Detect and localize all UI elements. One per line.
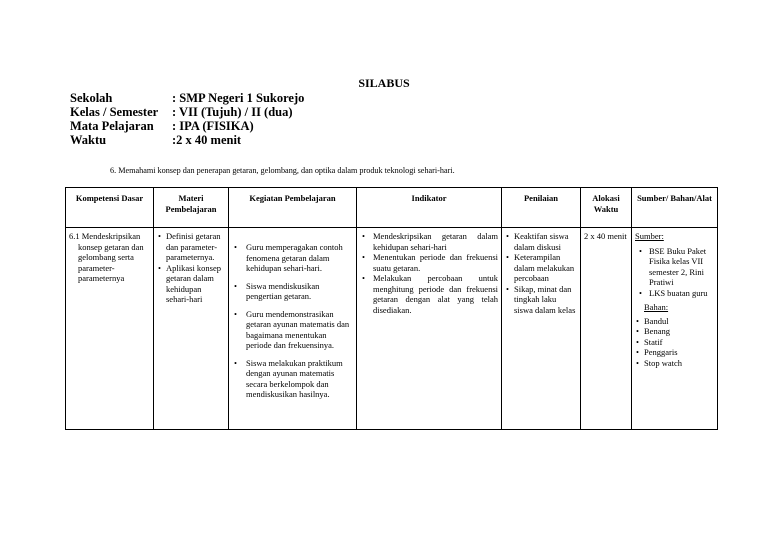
list-item: • Siswa melakukan praktikum dengan ayunan matematis secara berkelompok dan mendiskusikan hasilnya.: [232, 358, 353, 400]
list-item: • Guru mendemonstrasikan getaran ayunan matematis dan bagaimana menentukan periode dan frekuensinya.: [232, 309, 353, 351]
standar-kompetensi: 6. Memahami konsep dan penerapan getaran, gelombang, dan optika dalam produk teknologi sehari-hari.: [110, 166, 455, 175]
info-value: : VII (Tujuh) / II (dua): [172, 105, 293, 119]
cell-sumber: [632, 228, 718, 430]
cell-penilaian: [502, 228, 581, 430]
alokasi-text: 2 x 40 menit: [584, 231, 627, 241]
list-item: • Definisi getaran dan parameter-parameternya.: [157, 231, 225, 263]
list-item: • Keterampilan dalam melakukan percobaan: [505, 252, 577, 284]
kompetensi-text: 6.1 Mendeskripsikan konsep getaran dan gelombang serta parameter-parameternya: [69, 231, 144, 283]
header-penilaian: Penilaian: [502, 188, 581, 228]
list-item: • Bandul: [635, 316, 714, 327]
cell-kompetensi: [66, 228, 154, 430]
info-value: :2 x 40 menit: [172, 133, 242, 147]
penilaian-list: [505, 231, 577, 315]
info-label: Sekolah: [70, 91, 113, 105]
list-item: • Siswa mendiskusikan pengertian getaran.: [232, 281, 353, 302]
header-alokasi: Alokasi Waktu: [581, 188, 632, 228]
cell-alokasi: [581, 228, 632, 430]
cell-materi: [154, 228, 229, 430]
bahan-label: Bahan:: [644, 302, 669, 312]
list-item: • BSE Buku Paket Fisika kelas VII semester 2, Rini Pratiwi: [635, 246, 714, 288]
header-materi: Materi Pembelajaran: [154, 188, 229, 228]
kegiatan-list: [232, 242, 353, 400]
list-item: • Benang: [635, 326, 714, 337]
list-item: • Penggaris: [635, 347, 714, 358]
list-item: • Keaktifan siswa dalam diskusi: [505, 231, 577, 252]
table-row: [66, 228, 718, 430]
document-title: SILABUS: [358, 76, 410, 90]
info-label: Mata Pelajaran: [70, 119, 154, 133]
cell-indikator: [357, 228, 502, 430]
sumber-label: Sumber:: [635, 231, 664, 241]
materi-list: [157, 231, 225, 305]
syllabus-table: [65, 187, 718, 430]
sumber-list: [635, 246, 714, 299]
indikator-list: [360, 231, 498, 315]
list-item: • Stop watch: [635, 358, 714, 369]
school-info: [70, 91, 470, 147]
list-item: • Aplikasi konsep getaran dalam kehidupan sehari-hari: [157, 263, 225, 305]
info-label: Kelas / Semester: [70, 105, 159, 119]
info-row-sekolah: [70, 91, 470, 105]
header-kompetensi-dasar: Kompetensi Dasar: [66, 188, 154, 228]
list-item: • Statif: [635, 337, 714, 348]
list-item: • Mendeskripsikan getaran dalam kehidupan sehari-hari: [360, 231, 498, 252]
table-header-row: [66, 188, 718, 228]
list-item: • Menentukan periode dan frekuensi suatu getaran.: [360, 252, 498, 273]
header-sumber: Sumber/ Bahan/Alat: [632, 188, 718, 228]
list-item: • LKS buatan guru: [635, 288, 714, 299]
info-value: : SMP Negeri 1 Sukorejo: [172, 91, 305, 105]
header-kegiatan: Kegiatan Pembelajaran: [229, 188, 357, 228]
info-row-kelas: [70, 105, 470, 119]
list-item: • Guru memperagakan contoh fenomena getaran dalam kehidupan sehari-hari.: [232, 242, 353, 274]
list-item: • Melakukan percobaan untuk menghitung periode dan frekuensi getaran dengan alat yang telah disediakan.: [360, 273, 498, 315]
info-label: Waktu: [70, 133, 107, 147]
bahan-list: [635, 316, 714, 369]
list-item: • Sikap, minat dan tingkah laku siswa dalam kelas: [505, 284, 577, 316]
header-indikator: Indikator: [357, 188, 502, 228]
cell-kegiatan: [229, 228, 357, 430]
info-row-waktu: [70, 133, 470, 147]
info-row-mapel: [70, 119, 470, 133]
info-value: : IPA (FISIKA): [172, 119, 254, 133]
